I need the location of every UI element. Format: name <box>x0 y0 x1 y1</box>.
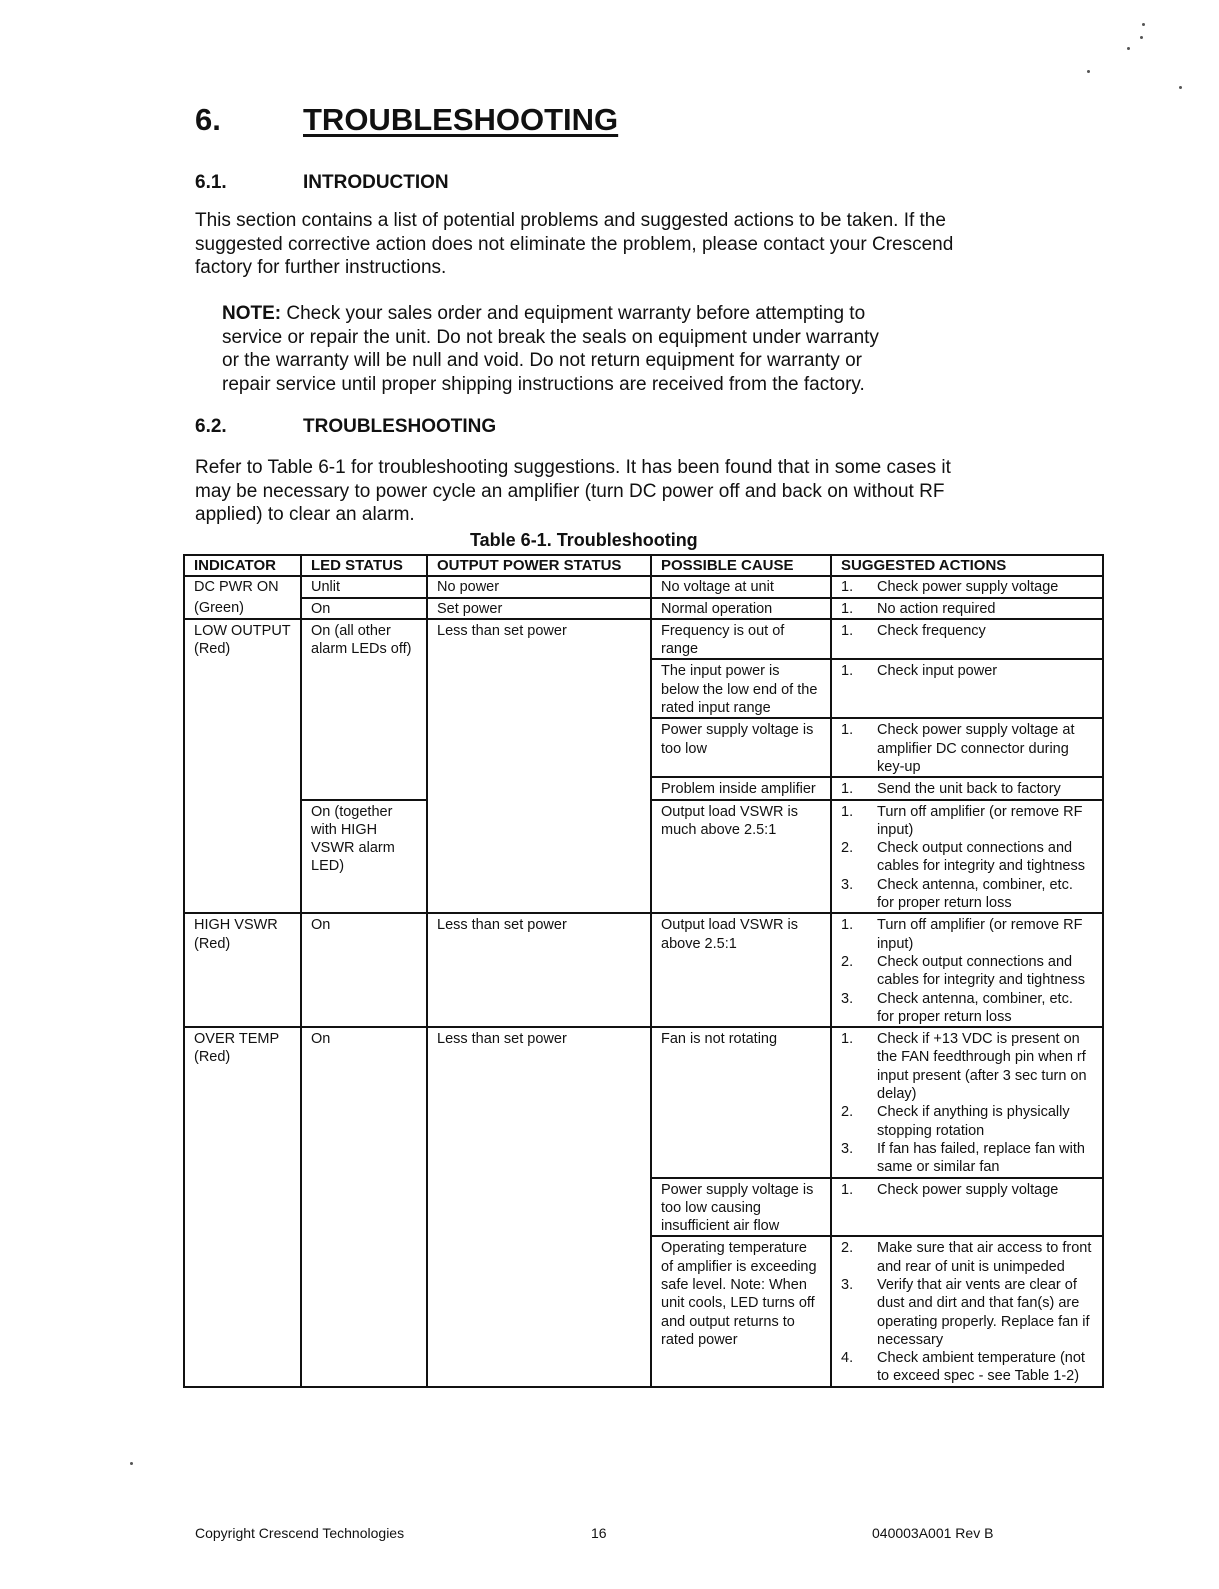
subsection-heading-troubleshooting <box>195 416 496 438</box>
header-possible-cause: POSSIBLE CAUSE <box>651 555 831 576</box>
cell-actions <box>831 598 1103 619</box>
cell-actions <box>831 576 1103 597</box>
refer-line: Refer to Table 6-1 for troubleshooting suggestions. It has been found that in some cases it <box>195 457 951 478</box>
action-number: 3. <box>841 990 854 1007</box>
cell-led: On <box>301 598 427 619</box>
cell-cause: Normal operation <box>651 598 831 619</box>
subsection-number: 6.1. <box>195 172 227 193</box>
cell-cause: Output load VSWR is much above 2.5:1 <box>651 800 831 914</box>
footer-doc-number: 040003A001 Rev B <box>872 1525 994 1541</box>
table-row <box>184 576 1103 597</box>
note-line: service or repair the unit. Do not break the seals on equipment under warranty <box>222 326 879 348</box>
action-number: 2. <box>841 953 854 970</box>
section-heading <box>195 102 618 138</box>
action-text: Check if +13 VDC is present on the FAN feedthrough pin when rf input present (after 3 sec turn on delay) <box>877 1031 1087 1103</box>
cell-cause: Fan is not rotating <box>651 1027 831 1177</box>
header-led-status: LED STATUS <box>301 555 427 576</box>
action-number: 3. <box>841 876 854 893</box>
action-number: 1. <box>841 1181 854 1198</box>
cell-output: Less than set power <box>427 619 651 913</box>
cell-actions <box>831 1178 1103 1237</box>
cell-indicator: DC PWR ON <box>194 579 279 596</box>
section-title: TROUBLESHOOTING <box>303 102 619 137</box>
cell-output: Less than set power <box>427 1027 651 1387</box>
cell-led: On (all other alarm LEDs off) <box>301 619 427 800</box>
action-text: Check power supply voltage <box>877 579 1059 596</box>
section-number: 6. <box>195 102 221 137</box>
action-text: Verify that air vents are clear of dust and dirt and that fan(s) are operating properly. Replace fan if necessary <box>877 1276 1090 1348</box>
action-number: 1. <box>841 600 854 617</box>
action-text: Check input power <box>877 663 998 680</box>
header-suggested-actions: SUGGESTED ACTIONS <box>831 555 1103 576</box>
cell-output: Set power <box>427 598 651 619</box>
cell-indicator: LOW OUTPUT (Red) <box>184 619 301 913</box>
table-row <box>184 913 1103 1027</box>
action-text: Check power supply voltage at amplifier DC connector during key-up <box>877 722 1075 775</box>
action-number: 3. <box>841 1276 854 1293</box>
subsection-title: INTRODUCTION <box>303 172 449 193</box>
cell-actions <box>831 777 1103 799</box>
action-number: 1. <box>841 803 854 820</box>
cell-led: On <box>301 913 427 1027</box>
action-text: Check power supply voltage <box>877 1181 1059 1198</box>
action-text: Turn off amplifier (or remove RF input) <box>877 803 1083 838</box>
cell-cause: No voltage at unit <box>651 576 831 597</box>
action-number: 1. <box>841 622 854 639</box>
action-text: If fan has failed, replace fan with same or similar fan <box>877 1140 1085 1176</box>
intro-line: This section contains a list of potential problems and suggested actions to be taken. If the <box>195 210 946 231</box>
refer-paragraph <box>195 456 951 527</box>
cell-actions <box>831 1236 1103 1386</box>
action-number: 4. <box>841 1350 854 1367</box>
note-line: or the warranty will be null and void. Do not return equipment for warranty or <box>222 350 862 371</box>
cell-cause: Power supply voltage is too low causing insufficient air flow <box>651 1178 831 1237</box>
action-text: Check antenna, combiner, etc. for proper return loss <box>877 876 1073 912</box>
cell-actions <box>831 1027 1103 1177</box>
subsection-heading-intro <box>195 172 449 194</box>
intro-paragraph <box>195 209 953 280</box>
cell-indicator: (Green) <box>194 599 244 616</box>
action-number: 3. <box>841 1140 854 1157</box>
action-number: 1. <box>841 663 854 680</box>
cell-actions <box>831 913 1103 1027</box>
cell-actions <box>831 718 1103 777</box>
cell-actions <box>831 800 1103 914</box>
cell-cause: Operating temperature of amplifier is exceeding safe level. Note: When unit cools, LED turns off and output returns to rated power <box>651 1236 831 1386</box>
cell-cause: Frequency is out of range <box>651 619 831 660</box>
footer-page-number: 16 <box>591 1525 607 1541</box>
action-text: Check if anything is physically stopping rotation <box>877 1104 1070 1139</box>
action-text: No action required <box>877 600 996 617</box>
action-text: Send the unit back to factory <box>877 781 1061 798</box>
action-text: Make sure that air access to front and rear of unit is unimpeded <box>877 1240 1092 1275</box>
footer-copyright: Copyright Crescend Technologies <box>195 1525 405 1541</box>
action-text: Turn off amplifier (or remove RF input) <box>877 917 1083 952</box>
action-number: 2. <box>841 840 854 857</box>
cell-indicator: OVER TEMP (Red) <box>184 1027 301 1387</box>
intro-line: suggested corrective action does not eliminate the problem, please contact your Crescend <box>195 233 954 255</box>
cell-led: Unlit <box>301 576 427 597</box>
action-text: Check ambient temperature (not to exceed spec - see Table 1-2) <box>877 1350 1085 1385</box>
table-header-row <box>184 555 1103 576</box>
header-indicator: INDICATOR <box>184 555 301 576</box>
cell-cause: The input power is below the low end of the rated input range <box>651 659 831 718</box>
action-number: 2. <box>841 1240 854 1257</box>
note-line: repair service until proper shipping instructions are received from the factory. <box>222 373 865 395</box>
cell-cause: Power supply voltage is too low <box>651 718 831 777</box>
cell-indicator: HIGH VSWR (Red) <box>184 913 301 1027</box>
table-row <box>184 598 1103 619</box>
refer-line: applied) to clear an alarm. <box>195 504 415 525</box>
action-text: Check antenna, combiner, etc. for proper return loss <box>877 990 1073 1025</box>
action-text: Check output connections and cables for integrity and tightness <box>877 953 1085 989</box>
cell-actions <box>831 619 1103 660</box>
cell-led: On <box>301 1027 427 1387</box>
refer-line: may be necessary to power cycle an amplifier (turn DC power off and back on without RF <box>195 480 945 502</box>
action-number: 1. <box>841 781 854 798</box>
intro-line: factory for further instructions. <box>195 257 447 278</box>
table-caption: Table 6-1. Troubleshooting <box>470 530 698 550</box>
cell-cause: Problem inside amplifier <box>651 777 831 799</box>
action-number: 2. <box>841 1104 854 1121</box>
action-number: 1. <box>841 722 854 739</box>
note-paragraph <box>222 302 879 396</box>
table-row <box>184 1027 1103 1177</box>
cell-led: On (together with HIGH VSWR alarm LED) <box>301 800 427 914</box>
action-number: 1. <box>841 917 854 934</box>
troubleshooting-table <box>183 554 1104 1388</box>
note-line: Check your sales order and equipment warranty before attempting to <box>281 303 866 324</box>
note-label: NOTE: <box>222 303 282 324</box>
action-number: 1. <box>841 579 854 596</box>
cell-cause: Output load VSWR is above 2.5:1 <box>651 913 831 1027</box>
cell-actions <box>831 659 1103 718</box>
subsection-number: 6.2. <box>195 416 227 437</box>
action-number: 1. <box>841 1031 854 1048</box>
action-text: Check frequency <box>877 622 986 639</box>
subsection-title: TROUBLESHOOTING <box>303 416 497 437</box>
cell-output: No power <box>427 576 651 597</box>
cell-output: Less than set power <box>427 913 651 1027</box>
action-text: Check output connections and cables for integrity and tightness <box>877 840 1085 875</box>
table-row <box>184 619 1103 660</box>
header-output-power-status: OUTPUT POWER STATUS <box>427 555 651 576</box>
